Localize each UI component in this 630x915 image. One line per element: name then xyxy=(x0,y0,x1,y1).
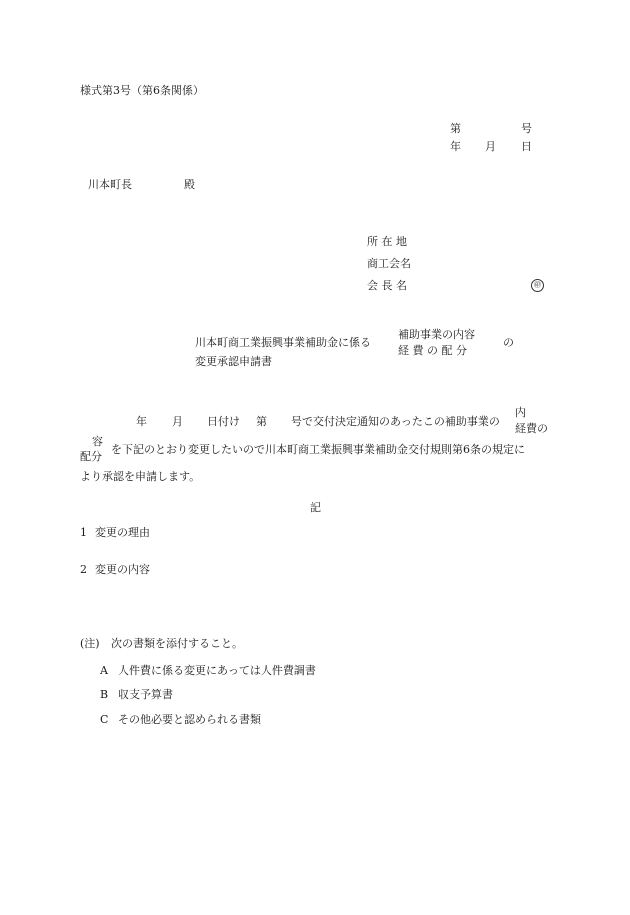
note-item-a-letter: A xyxy=(100,664,108,677)
doc-number-go: 号 xyxy=(521,122,532,135)
applicant-chamber-label: 商工会名 xyxy=(367,257,411,270)
body-alt-top-b: 経費の xyxy=(515,422,548,435)
body-date: 日付け xyxy=(207,415,240,428)
note-heading: (注) xyxy=(80,637,100,650)
title-line2: 変更承認申請書 xyxy=(195,355,272,368)
body-line2-text: を下記のとおり変更したいので川本町商工業振興事業補助金交付規則第6条の規定に xyxy=(111,443,525,456)
addressee-name: 川本町長 xyxy=(88,178,132,191)
applicant-president-label: 会 長 名 xyxy=(367,279,407,292)
title-particle: の xyxy=(503,336,514,349)
body-alt-left-b: 配分 xyxy=(80,450,102,463)
title-line1: 川本町商工業振興事業補助金に係る xyxy=(195,336,371,349)
title-alt-option2: 経 費 の 配 分 xyxy=(398,344,467,357)
body-alt-top-a: 内 xyxy=(515,406,526,419)
note-item-a-text: 人件費に係る変更にあっては人件費調書 xyxy=(118,664,316,677)
item-1-num: 1 xyxy=(80,526,87,539)
applicant-location-label: 所 在 地 xyxy=(367,235,407,248)
date-year: 年 xyxy=(450,140,461,153)
addressee-suffix: 殿 xyxy=(184,178,195,191)
note-text: 次の書類を添付すること。 xyxy=(111,637,243,650)
body-alt-left-a: 容 xyxy=(92,435,103,448)
body-year: 年 xyxy=(136,415,147,428)
note-item-b-letter: B xyxy=(100,688,109,701)
ki-heading: 記 xyxy=(310,501,321,514)
date-day: 日 xyxy=(521,140,532,153)
note-item-b-text: 収支予算書 xyxy=(118,688,173,701)
form-id: 様式第3号（第6条関係） xyxy=(80,84,204,97)
title-alt-option1: 補助事業の内容 xyxy=(398,328,475,341)
date-month: 月 xyxy=(485,140,496,153)
doc-number-dai: 第 xyxy=(450,122,461,135)
body-month: 月 xyxy=(172,415,183,428)
body-line3-text: より承認を申請します。 xyxy=(80,470,201,483)
seal-mark: ㊞ xyxy=(531,279,544,292)
note-item-c-text: その他必要と認められる書類 xyxy=(118,713,261,726)
note-item-c-letter: C xyxy=(100,713,109,726)
item-2-num: 2 xyxy=(80,563,87,576)
item-1-label: 変更の理由 xyxy=(95,526,150,539)
body-line1-text: 号で交付決定通知のあったこの補助事業の xyxy=(291,415,500,428)
body-dai: 第 xyxy=(256,415,267,428)
item-2-label: 変更の内容 xyxy=(95,563,150,576)
